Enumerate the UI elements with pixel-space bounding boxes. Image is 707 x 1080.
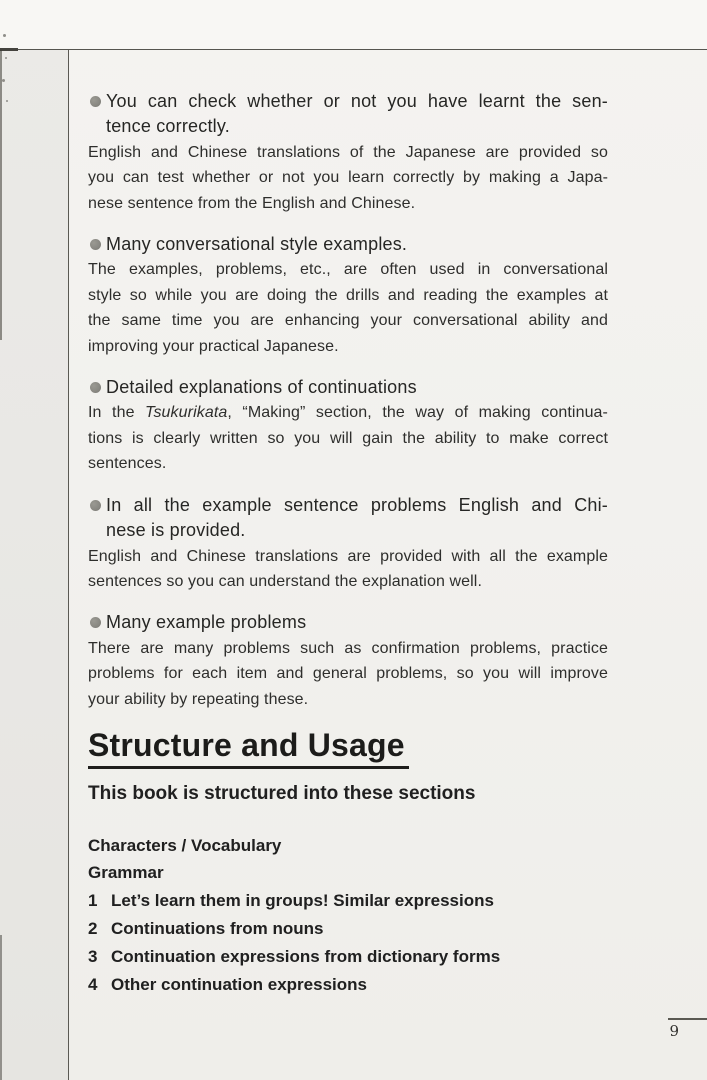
toc-item-text: Continuation expressions from dictionary forms xyxy=(111,946,501,966)
toc-item-number: 3 xyxy=(88,946,98,966)
feature-heading xyxy=(88,232,608,257)
feature-item xyxy=(88,375,608,477)
feature-heading-text: You can check whether or not you have learnt the sen- tence correctly. xyxy=(106,91,608,137)
toc-list xyxy=(88,887,608,999)
page-rule-top xyxy=(0,49,707,50)
toc-item-text: Continuations from nouns xyxy=(111,918,324,938)
toc-item-1 xyxy=(88,887,608,915)
feature-heading-text: In all the example sentence problems English and Chi- nese is provided. xyxy=(106,494,608,541)
section-title-wrap xyxy=(88,728,608,769)
category-characters-vocabulary: Characters / Vocabulary xyxy=(88,835,282,855)
section-subtitle: This book is structured into these sections xyxy=(88,782,476,804)
toc-item-4 xyxy=(88,971,608,999)
feature-item xyxy=(88,89,608,216)
scan-edge-shadow-top xyxy=(0,50,2,340)
feature-heading-text: Many example problems xyxy=(106,612,307,633)
scan-speck xyxy=(5,57,7,59)
scan-top-margin xyxy=(0,0,707,49)
bullet-icon xyxy=(90,500,101,511)
feature-item xyxy=(88,610,608,712)
page-number: 9 xyxy=(669,1022,679,1040)
scan-left-margin xyxy=(0,50,68,1080)
feature-body-text: In the Tsukurikata, “Making” section, the way of making continua- tions is clearly written so you will gain the ability to make correct sentences. xyxy=(88,404,608,473)
scan-speck xyxy=(2,79,5,82)
footer-rule xyxy=(668,1018,707,1020)
toc-item-text: Let’s learn them in groups! Similar expressions xyxy=(111,890,494,910)
feature-heading xyxy=(88,493,608,544)
feature-heading xyxy=(88,89,608,140)
page-content xyxy=(88,89,608,999)
feature-heading xyxy=(88,610,608,635)
toc-item-text: Other continuation expressions xyxy=(111,974,367,994)
feature-heading-text: Many conversational style examples. xyxy=(106,234,408,255)
feature-body-text: The examples, problems, etc., are often used in conversational style so while you are doing the drills and reading the examples at the same time you are enhancing your conversational ability and improving your practical Japanese. xyxy=(88,261,608,355)
bullet-icon xyxy=(90,239,101,250)
toc-item-2 xyxy=(88,915,608,943)
category-grammar: Grammar xyxy=(88,862,164,882)
bullet-icon xyxy=(90,617,101,628)
toc-item-3 xyxy=(88,943,608,971)
feature-body-text: There are many problems such as confirmation problems, practice problems for each item and general problems, so you will improve your ability by repeating these. xyxy=(88,639,608,708)
feature-body-text: English and Chinese translations are provided with all the example sentences so you can understand the explanation well. xyxy=(88,547,608,590)
feature-item xyxy=(88,493,608,595)
feature-heading xyxy=(88,375,608,400)
toc-item-number: 2 xyxy=(88,918,98,938)
feature-body-text: English and Chinese translations of the Japanese are provided so you can test whether or not you learn correctly by making a Japa- nese sentence from the English and Chinese. xyxy=(88,143,608,212)
page-rule-left xyxy=(68,50,69,1080)
feature-item xyxy=(88,232,608,359)
toc-item-number: 1 xyxy=(88,890,98,910)
toc-item-number: 4 xyxy=(88,974,98,994)
bullet-icon xyxy=(90,96,101,107)
scan-speck xyxy=(3,34,6,37)
section-title: Structure and Usage xyxy=(88,728,409,769)
bullet-icon xyxy=(90,382,101,393)
scan-speck xyxy=(6,100,8,102)
category-list xyxy=(88,832,608,886)
feature-heading-text: Detailed explanations of continuations xyxy=(106,377,417,398)
scan-edge-shadow-bottom xyxy=(0,935,2,1080)
